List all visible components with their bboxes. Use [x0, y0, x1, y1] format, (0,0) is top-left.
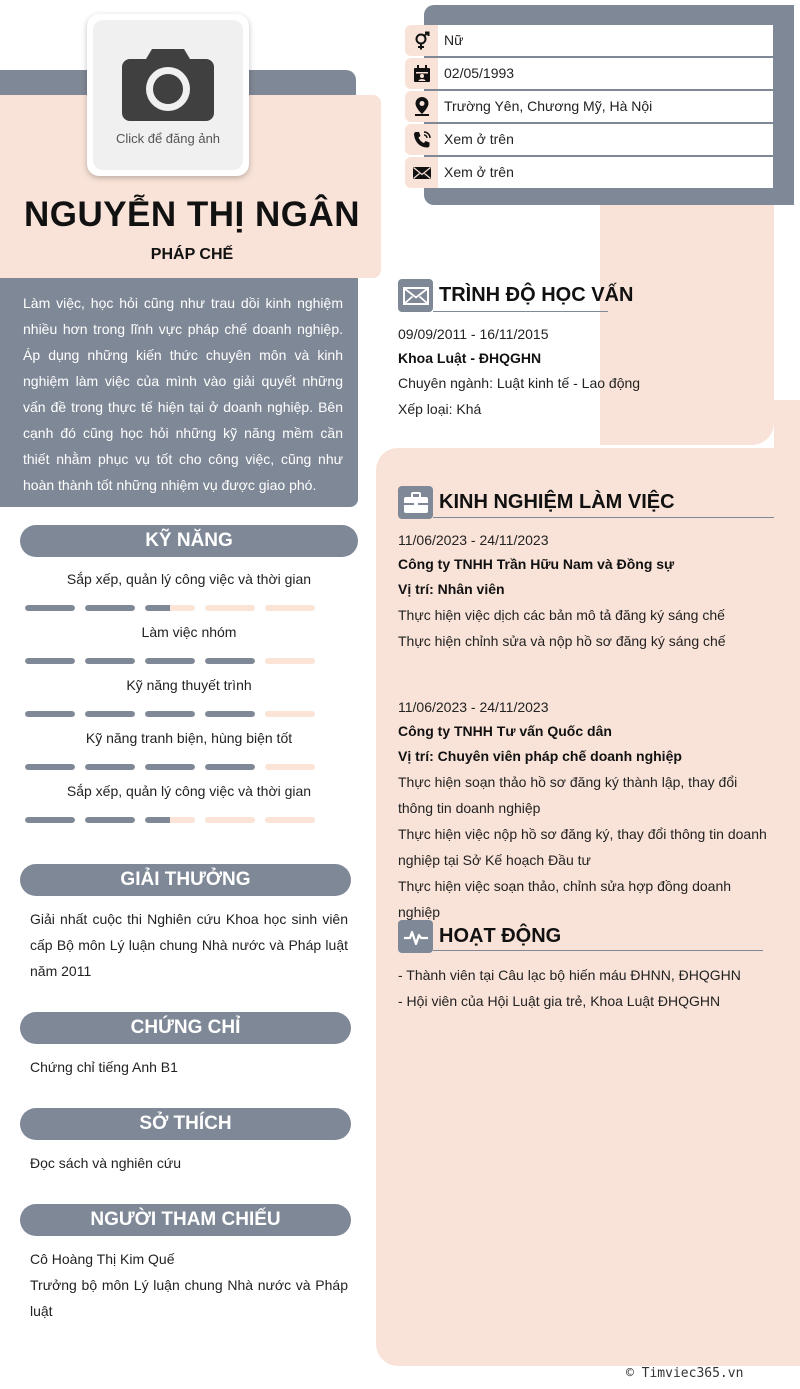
- skill-level-fill: [85, 605, 135, 611]
- education-rule: [433, 311, 608, 312]
- skill-level-fill: [85, 711, 135, 717]
- skill-level-segment: [145, 764, 195, 770]
- education-school: Khoa Luật - ĐHQGHN: [398, 350, 542, 366]
- activities-header: [398, 920, 561, 953]
- skill-level-segment: [265, 605, 315, 611]
- job-2-company: Công ty TNHH Tư vấn Quốc dân: [398, 723, 612, 739]
- education-major: Chuyên ngành: Luật kinh tế - Lao động: [398, 375, 641, 391]
- certificates-heading: CHỨNG CHỈ: [20, 1012, 351, 1044]
- email-value: Xem ở trên: [438, 157, 773, 188]
- skill-level-segment: [85, 658, 135, 664]
- birthday-value: 02/05/1993: [438, 58, 773, 89]
- experience-rule: [433, 517, 774, 518]
- skill-level-fill: [145, 711, 195, 717]
- job-1-duty: Thực hiện chỉnh sửa và nộp hồ sơ đăng ký sáng chế: [398, 633, 726, 649]
- skill-level-fill: [145, 658, 195, 664]
- skill-level-bar: [25, 711, 315, 717]
- skill-level-segment: [85, 817, 135, 823]
- certificates-text: Chứng chỉ tiếng Anh B1: [30, 1059, 178, 1075]
- skill-level-fill: [205, 711, 255, 717]
- career-summary: Làm việc, học hỏi cũng như trau dồi kinh nghiệm nhiều hơn trong lĩnh vực pháp chế doanh nghiệp. Áp dụng những kiến thức chuyên môn và kinh nghiệm làm việc của mình vào giải quyết những vấn đề trong thực tế hiện tại ở doanh nghiệp. Bên cạnh đó cũng học hỏi những kỹ năng mềm cần thiết nhằm phục vụ tốt cho công việc, cũng như hoàn thành tốt những nhiệm vụ được giao phó.: [23, 295, 343, 493]
- skill-level-fill: [85, 764, 135, 770]
- reference-name: Cô Hoàng Thị Kim Quế: [30, 1251, 175, 1267]
- awards-heading: GIẢI THƯỞNG: [20, 864, 351, 896]
- skill-name: Kỹ năng tranh biện, hùng biện tốt: [85, 730, 293, 746]
- references-heading: NGƯỜI THAM CHIẾU: [20, 1204, 351, 1236]
- skill-level-segment: [85, 605, 135, 611]
- skill-name: Sắp xếp, quản lý công việc và thời gian: [66, 783, 312, 799]
- candidate-name: NGUYỄN THỊ NGÂN: [23, 195, 361, 234]
- skill-level-bar: [25, 658, 315, 664]
- job-1-period: 11/06/2023 - 24/11/2023: [398, 532, 549, 548]
- contact-address: [405, 91, 773, 122]
- skill-level-fill: [145, 764, 195, 770]
- skill-name: Làm việc nhóm: [141, 624, 237, 640]
- calendar-icon: [405, 58, 438, 89]
- contact-email: [405, 157, 773, 188]
- skill-level-segment: [25, 711, 75, 717]
- skill-level-segment: [145, 817, 195, 823]
- education-grade: Xếp loại: Khá: [398, 401, 482, 417]
- skill-level-bar: [25, 605, 315, 611]
- skill-level-fill: [25, 764, 75, 770]
- reference-position: Trưởng bộ môn Lý luận chung Nhà nước và Pháp luật: [30, 1277, 348, 1319]
- skill-level-segment: [205, 711, 255, 717]
- skill-level-fill: [85, 817, 135, 823]
- activities-title: HOẠT ĐỘNG: [439, 925, 562, 947]
- skill-level-fill: [205, 658, 255, 664]
- skill-level-segment: [25, 817, 75, 823]
- footer-credit: © Timviec365.vn: [626, 1366, 744, 1381]
- job-2-position: Vị trí: Chuyên viên pháp chế doanh nghiệp: [398, 748, 682, 764]
- skill-level-fill: [205, 764, 255, 770]
- job-1-duty: Thực hiện việc dịch các bản mô tả đăng ký sáng chế: [398, 607, 725, 623]
- job-2-duty: Thực hiện việc soạn thảo, chỉnh sửa hợp đồng doanh nghiệp: [398, 878, 732, 920]
- skill-level-fill: [25, 658, 75, 664]
- skill-level-fill: [145, 817, 170, 823]
- contact-gender: [405, 25, 773, 56]
- hobbies-heading: SỞ THÍCH: [20, 1108, 351, 1140]
- phone-value: Xem ở trên: [438, 124, 773, 155]
- skill-level-segment: [145, 658, 195, 664]
- envelope-icon: [405, 157, 438, 188]
- camera-icon: [122, 45, 214, 125]
- right-edge-background: [774, 400, 800, 1366]
- skill-level-fill: [25, 605, 75, 611]
- experience-title: KINH NGHIỆM LÀM VIỆC: [439, 491, 675, 513]
- activity-item: - Thành viên tại Câu lạc bộ hiến máu ĐHNN, ĐHQGHN: [398, 967, 741, 983]
- skill-level-segment: [265, 658, 315, 664]
- avatar-hint: Click để đăng ảnh: [115, 130, 221, 146]
- skill-level-segment: [265, 817, 315, 823]
- skill-level-segment: [205, 605, 255, 611]
- skill-level-bar: [25, 764, 315, 770]
- hobbies-text: Đọc sách và nghiên cứu: [30, 1155, 182, 1171]
- skill-level-segment: [265, 711, 315, 717]
- job-1-position: Vị trí: Nhân viên: [398, 581, 505, 597]
- skill-level-segment: [25, 605, 75, 611]
- education-period: 09/09/2011 - 16/11/2015: [398, 326, 549, 342]
- heartbeat-icon: [398, 920, 433, 953]
- contact-birthday: [405, 58, 773, 89]
- skill-level-fill: [25, 817, 75, 823]
- activity-item: - Hội viên của Hội Luật gia trẻ, Khoa Luật ĐHQGHN: [398, 993, 721, 1009]
- skill-name: Kỹ năng thuyết trình: [126, 677, 252, 693]
- job-1-company: Công ty TNHH Trần Hữu Nam và Đồng sự: [398, 556, 675, 572]
- education-header: [398, 279, 633, 312]
- awards-text: Giải nhất cuộc thi Nghiên cứu Khoa học sinh viên cấp Bộ môn Lý luận chung Nhà nước và Pháp luật năm 2011: [30, 911, 348, 979]
- address-value: Trường Yên, Chương Mỹ, Hà Nội: [438, 91, 773, 122]
- avatar-upload[interactable]: [87, 14, 249, 176]
- education-title: TRÌNH ĐỘ HỌC VẤN: [439, 284, 634, 306]
- job-2-period: 11/06/2023 - 24/11/2023: [398, 699, 549, 715]
- briefcase-icon: [398, 486, 433, 519]
- gender-icon: [405, 25, 438, 56]
- skill-name: Sắp xếp, quản lý công việc và thời gian: [66, 571, 312, 587]
- skill-level-fill: [145, 605, 170, 611]
- skill-level-segment: [85, 711, 135, 717]
- job-2-duty: Thực hiện việc nộp hồ sơ đăng ký, thay đổi thông tin doanh nghiệp tại Sở Kế hoạch Đầu tư: [398, 826, 767, 868]
- job-title: PHÁP CHẾ: [150, 246, 234, 263]
- location-pin-icon: [405, 91, 438, 122]
- skill-level-segment: [265, 764, 315, 770]
- skill-level-segment: [145, 605, 195, 611]
- experience-header: [398, 486, 675, 519]
- job-2-duty: Thực hiện soạn thảo hồ sơ đăng ký thành lập, thay đổi thông tin doanh nghiệp: [398, 774, 738, 816]
- activities-rule: [433, 950, 763, 951]
- gender-value: Nữ: [438, 25, 773, 56]
- skill-level-segment: [205, 658, 255, 664]
- skill-level-segment: [25, 658, 75, 664]
- avatar-placeholder[interactable]: [93, 20, 243, 170]
- skill-level-segment: [25, 764, 75, 770]
- skill-level-segment: [205, 817, 255, 823]
- skill-level-fill: [85, 658, 135, 664]
- skill-level-fill: [25, 711, 75, 717]
- contact-phone: [405, 124, 773, 155]
- skill-level-segment: [145, 711, 195, 717]
- skills-heading: KỸ NĂNG: [20, 525, 358, 557]
- envelope-icon: [398, 279, 433, 312]
- skill-level-segment: [205, 764, 255, 770]
- skill-level-bar: [25, 817, 315, 823]
- skill-level-segment: [85, 764, 135, 770]
- phone-icon: [405, 124, 438, 155]
